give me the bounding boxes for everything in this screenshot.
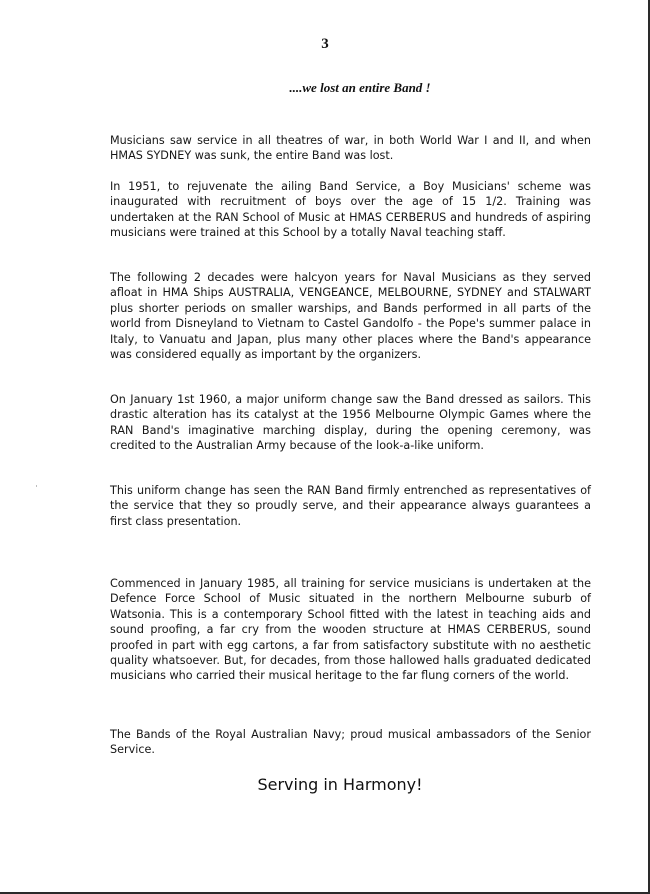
paragraph-uniform-change: On January 1st 1960, a major uniform change saw the Band dressed as sailors. This drastic alteration has its catalyst at the 1956 Melbourne Olympic Games where the RAN Band's imaginative marching display, during the opening ceremony, was credited to the Australian Army because of the look-a-like uniform.: [110, 393, 591, 453]
paragraph-defence-force-school: Commenced in January 1985, all training for service musicians is undertaken at the Defence Force School of Music situated in the northern Melbourne suburb of Watsonia. This is a contemporary School fitted with the latest in teaching aids and sound proofing, a far cry from the wooden structure at HMAS CERBERUS, sound proofed in part with egg cartons, a far from satisfactory substitute with no aesthetic quality whatsoever. But, for decades, from those hallowed halls graduated dedicated musicians who carried their musical heritage to the far flung corners of the world.: [110, 577, 591, 683]
page-number: 3: [321, 36, 329, 52]
paragraph-halcyon-years: The following 2 decades were halcyon years for Naval Musicians as they served afloat in HMA Ships AUSTRALIA, VENGEANCE, MELBOURNE, SYDNEY and STALWART plus shorter periods on smaller warships, and Bands performed in all parts of the world from Disneyland to Vietnam to Castel Gandolfo - the Pope's summer palace in Italy, to Vanuatu and Japan, plus many other places where the Band's appearance was considered equally as important by the organizers.: [110, 271, 591, 362]
paragraph-wartime-service: Musicians saw service in all theatres of war, in both World War I and II, and when HMAS SYDNEY was sunk, the entire Band was lost.: [110, 134, 591, 163]
scan-margin-mark: [36, 485, 37, 487]
section-subtitle: ....we lost an entire Band !: [289, 80, 431, 95]
paragraph-boy-musicians-scheme: In 1951, to rejuvenate the ailing Band Service, a Boy Musicians' scheme was inaugurated with recruitment of boys over the age of 15 1/2. Training was undertaken at the RAN School of Music at HMAS CERBERUS and hundreds of aspiring musicians were trained at this School by a totally Naval teaching staff.: [110, 180, 591, 240]
paragraph-ambassadors: The Bands of the Royal Australian Navy; proud musical ambassadors of the Senior Service.: [110, 728, 591, 757]
paragraph-representatives: This uniform change has seen the RAN Band firmly entrenched as representatives of the service that they so proudly serve, and their appearance always guarantees a first class presentation.: [110, 484, 591, 528]
closing-slogan: Serving in Harmony!: [257, 775, 423, 794]
